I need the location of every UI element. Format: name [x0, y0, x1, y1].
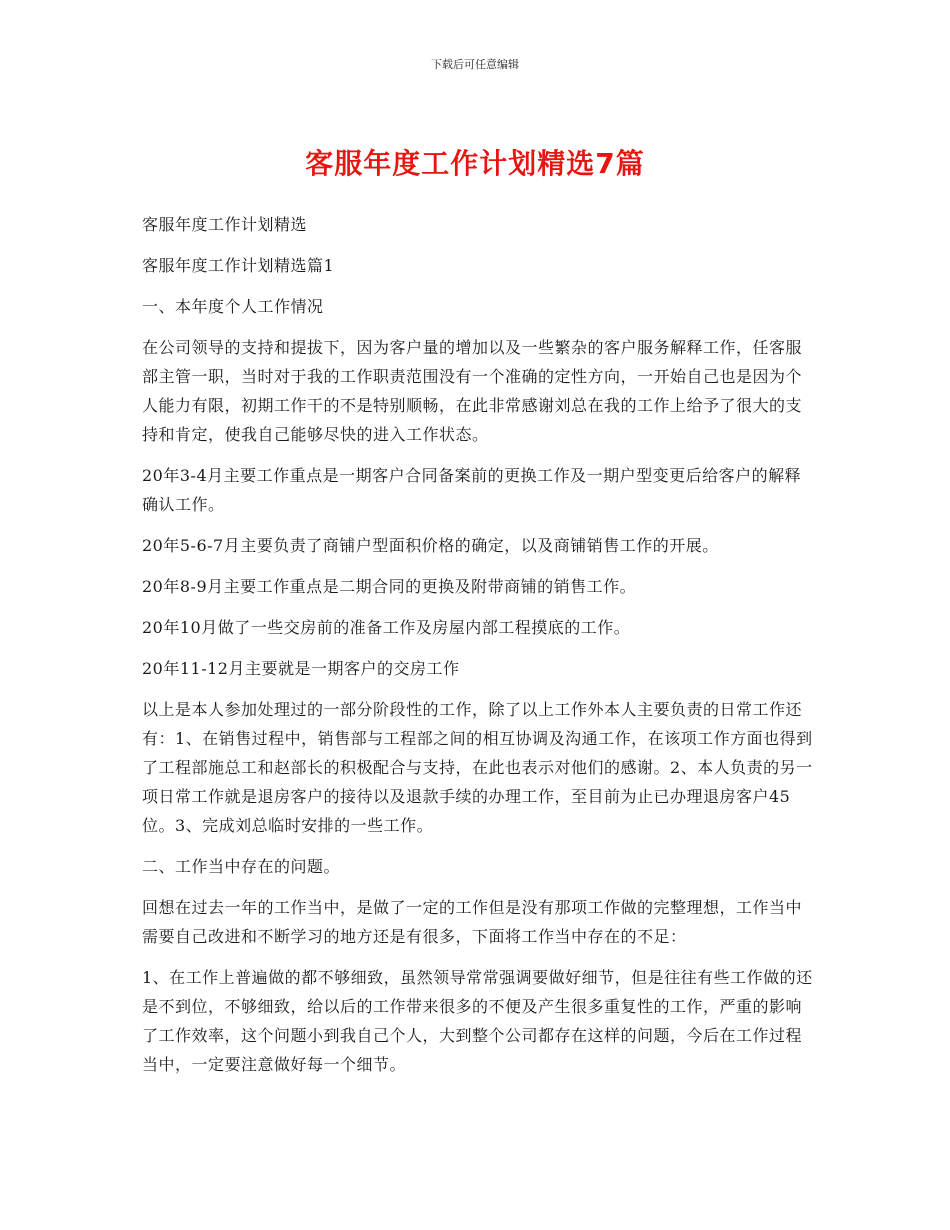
- paragraph: 20年11-12月主要就是一期客户的交房工作: [142, 659, 460, 678]
- paragraph: 1、在工作上普遍做的都不够细致，虽然领导常常强调要做好细节，但是往往有些工作做的还是不到位，不够细致，给以后的工作带来很多的不便及产生很多重复性的工作，严重的影响了工作效率，这个问题小到我自己个人，大到整个公司都存在这样的问题，今后在工作过程当中，一定要注意做好每一个细节。: [142, 968, 813, 1074]
- paragraph: 20年5-6-7月主要负责了商铺户型面积价格的确定，以及商铺销售工作的开展。: [142, 536, 719, 555]
- paragraph: 在公司领导的支持和提拔下，因为客户量的增加以及一些繁杂的客户服务解释工作，任客服部主管一职，当时对于我的工作职责范围没有一个准确的定性方向，一开始自己也是因为个人能力有限，初期工作干的不是特别顺畅，在此非常感谢刘总在我的工作上给予了很大的支持和肯定，使我自己能够尽快的进入工作状态。: [142, 338, 803, 444]
- paragraph: 20年3-4月主要工作重点是一期客户合同备案前的更换工作及一期户型变更后给客户的解释确认工作。: [142, 466, 802, 514]
- header-note: 下载后可任意编辑: [431, 58, 519, 71]
- paragraph: 客服年度工作计划精选: [142, 215, 308, 234]
- paragraph: 客服年度工作计划精选篇1: [142, 256, 335, 275]
- document-body: [142, 210, 814, 1091]
- section-heading: 二、工作当中存在的问题。: [142, 857, 341, 876]
- section-heading: 一、本年度个人工作情况: [142, 297, 324, 316]
- paragraph: 回想在过去一年的工作当中，是做了一定的工作但是没有那项工作做的完整理想，工作当中需要自己改进和不断学习的地方还是有很多，下面将工作当中存在的不足：: [142, 898, 803, 946]
- paragraph: 20年10月做了一些交房前的准备工作及房屋内部工程摸底的工作。: [142, 618, 631, 637]
- document-title: 客服年度工作计划精选7篇: [305, 147, 645, 180]
- paragraph: 20年8-9月主要工作重点是二期合同的更换及附带商铺的销售工作。: [142, 577, 637, 596]
- paragraph: 以上是本人参加处理过的一部分阶段性的工作，除了以上工作外本人主要负责的日常工作还有：1、在销售过程中，销售部与工程部之间的相互协调及沟通工作，在该项工作方面也得到了工程部施总工和赵部长的积极配合与支持，在此也表示对他们的感谢。2、本人负责的另一项日常工作就是退房客户的接待以及退款手续的办理工作，至目前为止已办理退房客户45位。3、完成刘总临时安排的一些工作。: [142, 700, 813, 835]
